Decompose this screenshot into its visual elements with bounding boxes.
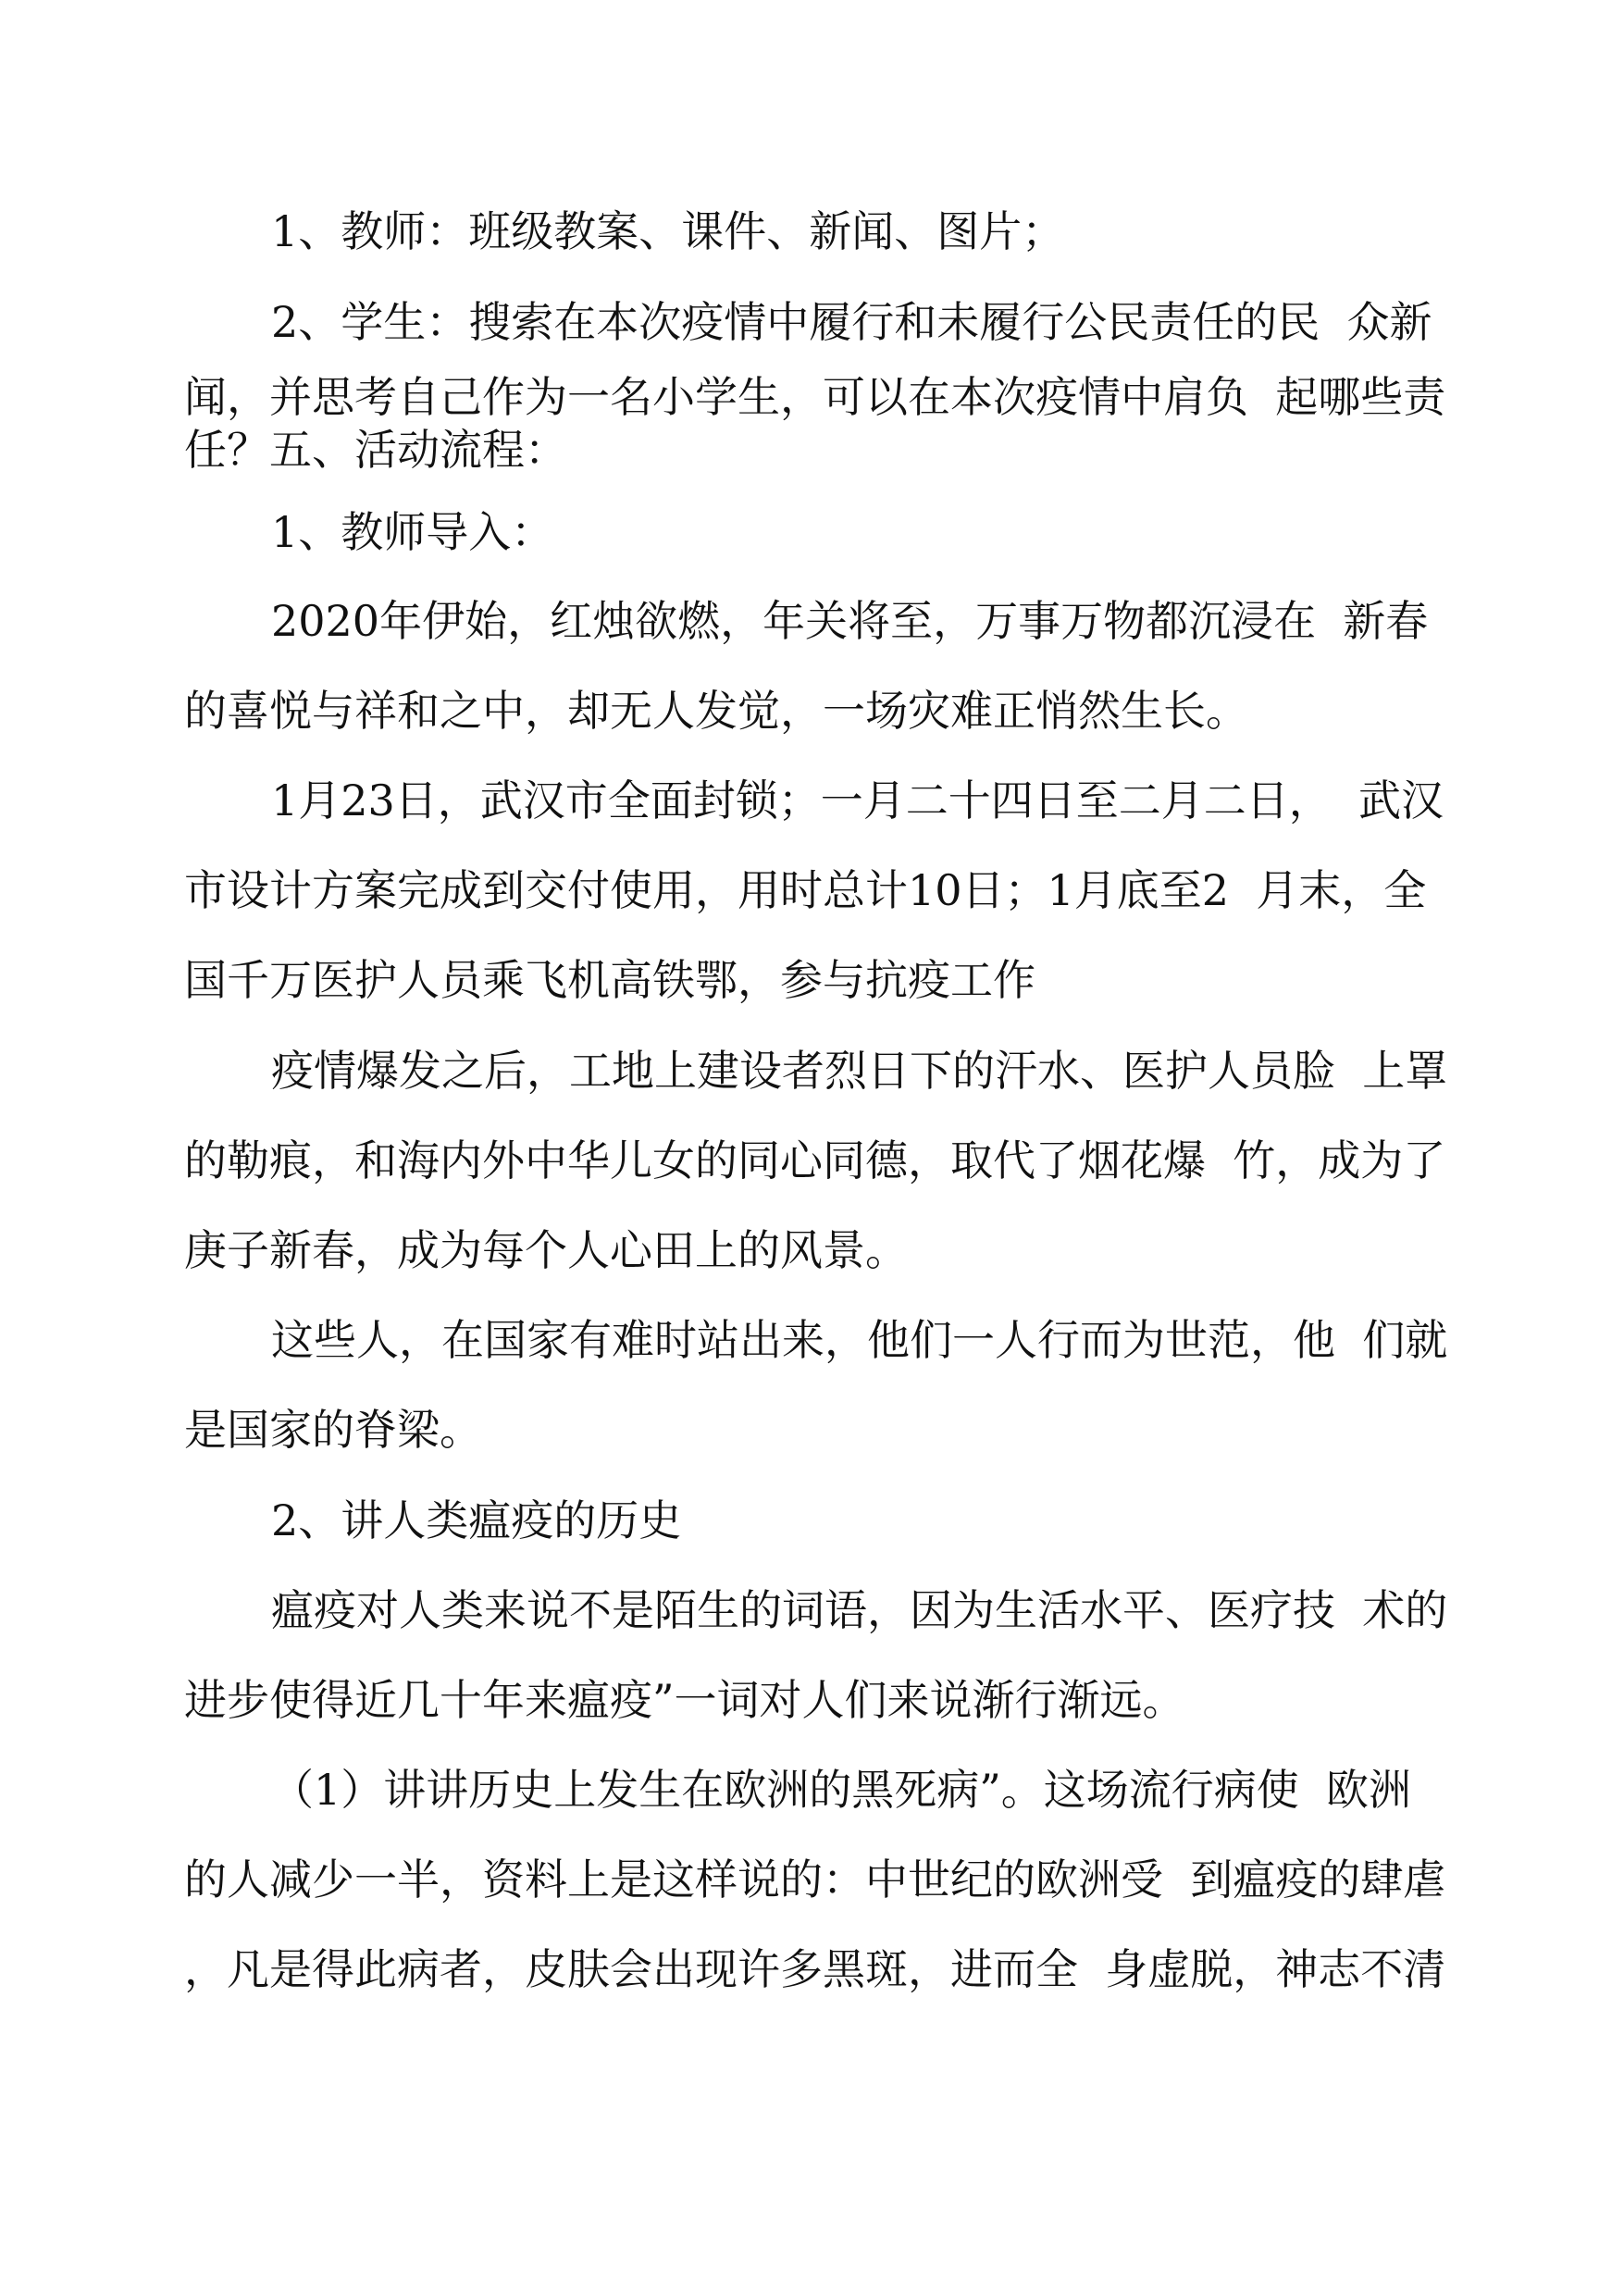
text-line: 的勒痕，和海内外中华儿女的同心同德，取代了烟花爆 竹，成为了	[184, 1135, 1446, 1185]
text-line: 的人减少一半，资料上是这样说的：中世纪的欧洲受 到瘟疫的肆虐	[184, 1855, 1446, 1904]
text-line: （1）讲讲历史上发生在欧洲的黑死病”。这场流行病使 欧洲	[271, 1765, 1412, 1815]
text-line: 市设计方案完成到交付使用，用时总计10日；1月底至2 月末，全	[184, 865, 1427, 915]
text-line: 1月23日，武汉市全面封锁；一月二十四日至二月二日， 武汉	[271, 775, 1444, 825]
text-line: 这些人，在国家有难时站出来，他们一人行而为世范，他 们就	[271, 1315, 1448, 1365]
text-line: 2、学生：搜索在本次疫情中履行和未履行公民责任的民 众新	[271, 297, 1432, 347]
text-line: 进步使得近几十年来瘟疫”一词对人们来说渐行渐远。	[184, 1675, 1185, 1725]
text-line: 庚子新春，成为每个人心田上的风景。	[184, 1225, 908, 1275]
text-line: 疫情爆发之后，工地上建设者烈日下的汗水、医护人员脸 上罩	[271, 1046, 1448, 1096]
text-line: 任？五、活动流程：	[184, 425, 567, 475]
text-line: 闻，并思考自己作为一名小学生，可以在本次疫情中肩负 起哪些责	[184, 372, 1446, 422]
text-line: 1、教师导入：	[271, 507, 554, 557]
text-line: 2、讲人类瘟疫的历史	[271, 1495, 682, 1545]
text-line: 2020年伊始，红烛欲燃，年关将至，万事万物都沉浸在 新春	[271, 596, 1429, 646]
text-line: 瘟疫对人类来说不是陌生的词语，因为生活水平、医疗技 术的	[271, 1585, 1448, 1635]
text-line: 国千万医护人员乘飞机高铁鄂，参与抗疫工作	[184, 955, 1035, 1005]
text-line: 1、教师：班级教案、课件、新闻、图片；	[271, 206, 1065, 256]
text-line: ，凡是得此病者，皮肤会出现许多黑斑，进而全 身虚脱，神志不清	[184, 1944, 1446, 1994]
text-line: 的喜悦与祥和之中，却无人发觉，一场灾难正悄然生长。	[184, 686, 1248, 736]
text-line: 是国家的脊梁。	[184, 1405, 482, 1455]
